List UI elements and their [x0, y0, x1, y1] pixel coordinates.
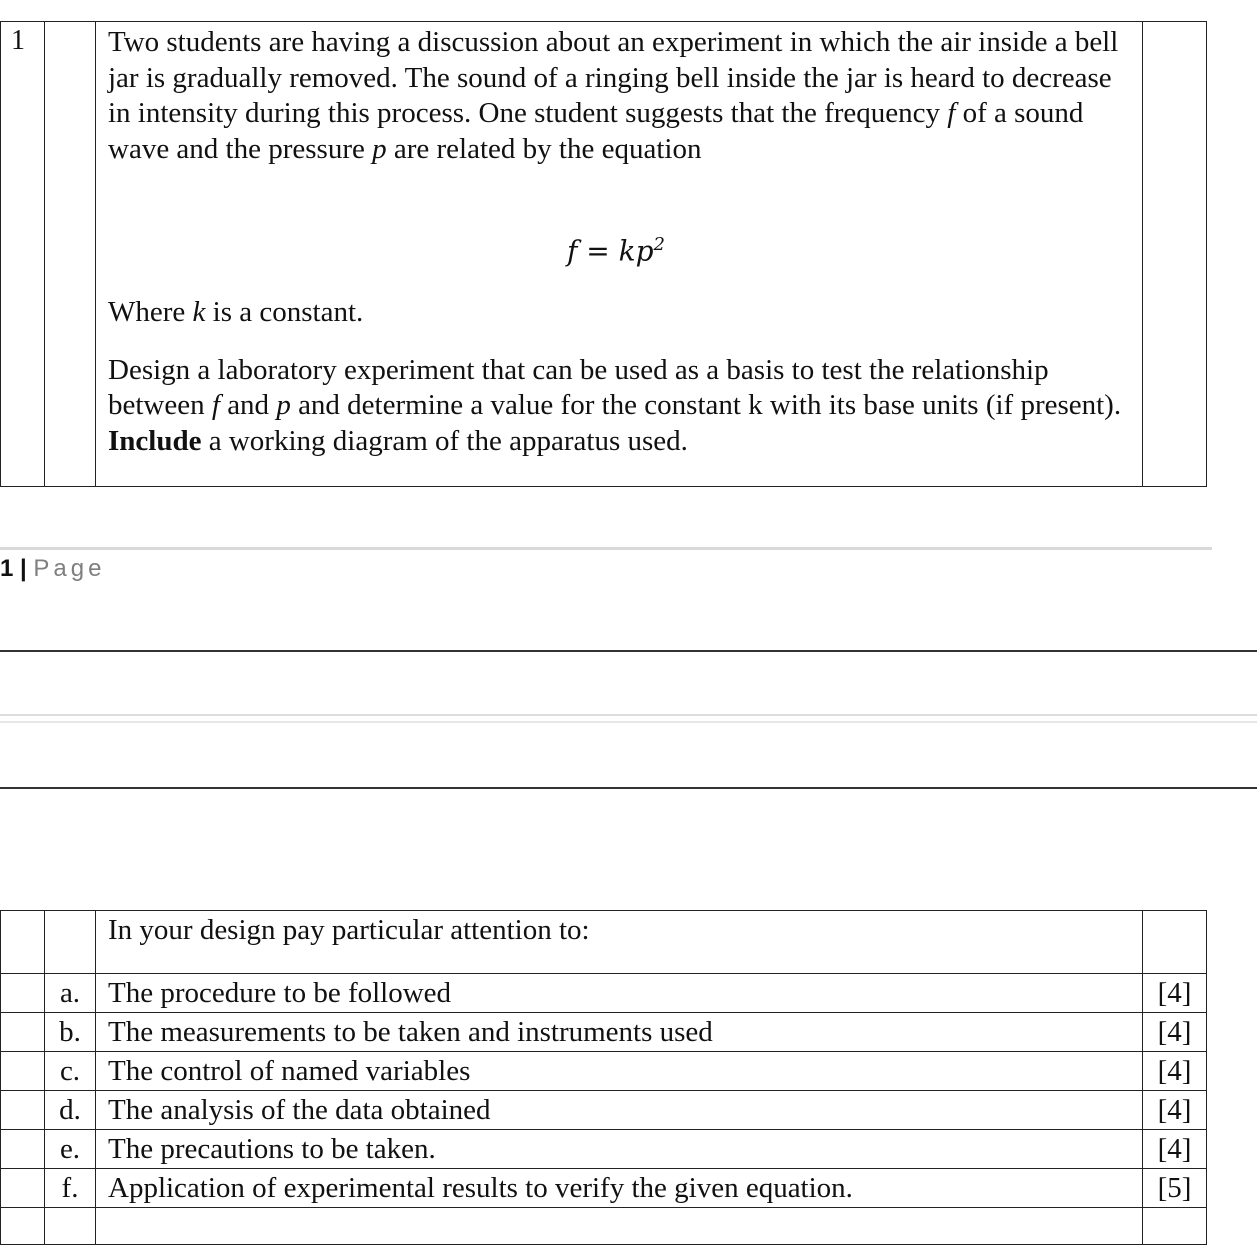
criteria-letter: f. [45, 1169, 96, 1208]
page-break-gap-line [0, 721, 1257, 723]
page-break-line [0, 650, 1257, 652]
criteria-marks: [4] [1143, 974, 1207, 1013]
criteria-marks: [5] [1143, 1169, 1207, 1208]
criteria-letter: c. [45, 1052, 96, 1091]
criteria-row [1, 1013, 1207, 1052]
task-instruction: Design a laboratory experiment that can be used as a basis to test the relationship between f and p and determine a value for the constant k with its base units (if present). Include a working diagram of the apparatus used. [108, 353, 1122, 457]
criteria-text: The control of named variables [96, 1052, 1143, 1091]
question-table [0, 21, 1207, 487]
question-number: 1 [1, 22, 45, 487]
criteria-text: Application of experimental results to verify the given equation. [96, 1169, 1143, 1208]
criteria-marks: [4] [1143, 1130, 1207, 1169]
criteria-row [1, 1169, 1207, 1208]
criteria-text: The precautions to be taken. [96, 1130, 1143, 1169]
criteria-marks: [4] [1143, 1013, 1207, 1052]
equation: $f = kp^2$ [567, 234, 665, 268]
constant-definition: Where k is a constant. [108, 296, 364, 329]
criteria-table [0, 910, 1207, 1245]
page-break-line [0, 787, 1257, 789]
page-footer: 1 | Page [0, 555, 106, 582]
criteria-letter: b. [45, 1013, 96, 1052]
criteria-text: The analysis of the data obtained [96, 1091, 1143, 1130]
footer-rule [0, 547, 1212, 550]
criteria-letter: e. [45, 1130, 96, 1169]
criteria-marks: [4] [1143, 1091, 1207, 1130]
question-body [96, 22, 1143, 487]
criteria-row [1, 1091, 1207, 1130]
criteria-marks: [4] [1143, 1052, 1207, 1091]
criteria-heading: In your design pay particular attention to: [96, 911, 1143, 974]
criteria-row [1, 974, 1207, 1013]
page-break-gap-line [0, 714, 1257, 716]
criteria-letter: a. [45, 974, 96, 1013]
criteria-letter: d. [45, 1091, 96, 1130]
sub-part-cell [45, 22, 96, 487]
criteria-row [1, 1052, 1207, 1091]
marks-cell [1143, 22, 1207, 487]
criteria-text: The procedure to be followed [96, 974, 1143, 1013]
question-intro: Two students are having a discussion about an experiment in which the air inside a bell jar is gradually removed. The sound of a ringing bell inside the jar is heard to decrease in intensity during this process. One student suggests that the frequency f of a sound wave and the pressure p are related by the equation [108, 26, 1119, 165]
criteria-row [1, 1130, 1207, 1169]
criteria-text: The measurements to be taken and instruments used [96, 1013, 1143, 1052]
